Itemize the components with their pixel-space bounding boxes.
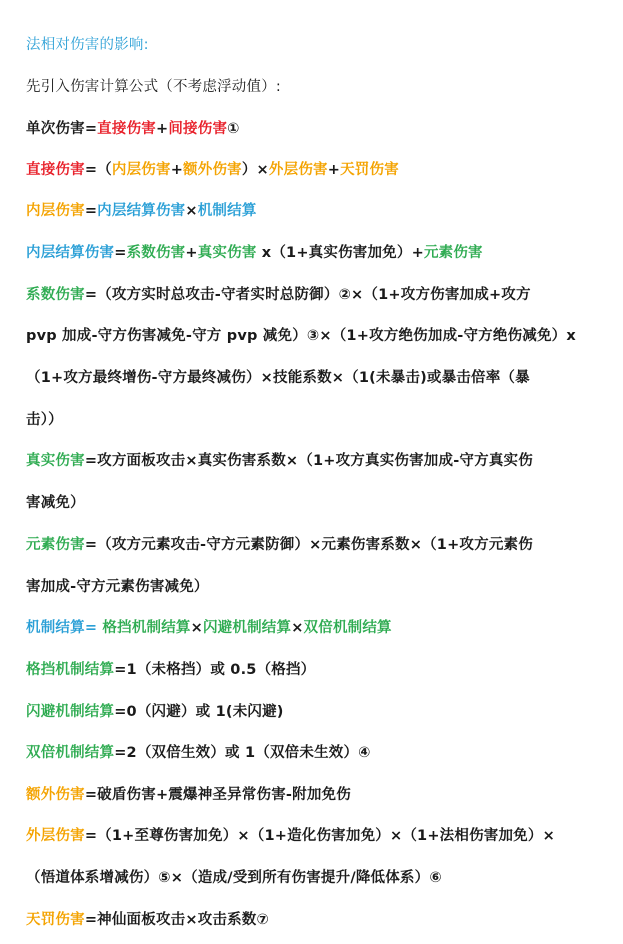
formula-line bbox=[26, 535, 615, 555]
formula-segment: =（ bbox=[84, 162, 112, 178]
formula-line bbox=[26, 285, 615, 305]
formula-segment: 外层伤害 bbox=[26, 828, 85, 844]
formula-line bbox=[26, 77, 615, 97]
formula-segment: =（攻方实时总攻击-守者实时总防御）②×（1+攻方伤害加成+攻方 bbox=[84, 287, 531, 303]
formula-segment: x（1+真实伤害加免）+ bbox=[256, 245, 424, 261]
formula-segment: 外层伤害 bbox=[268, 162, 328, 178]
formula-segment: + bbox=[170, 162, 184, 178]
formula-segment: 内层伤害 bbox=[26, 203, 85, 219]
formula-segment: 额外伤害 bbox=[26, 787, 85, 803]
formula-segment: 天罚伤害 bbox=[26, 912, 85, 928]
formula-segment: （1+攻方最终增伤-守方最终减伤）×技能系数×（1(未暴击)或暴击倍率（暴 bbox=[26, 370, 530, 386]
formula-segment: 机制结算 bbox=[26, 620, 85, 636]
formula-segment: + bbox=[155, 121, 169, 137]
formula-segment: 机制结算 bbox=[197, 203, 257, 219]
formula-segment: 双倍机制结算 bbox=[26, 745, 115, 761]
formula-segment: 单次伤害 bbox=[26, 121, 85, 137]
formula-segment: 双倍机制结算 bbox=[303, 620, 392, 636]
formula-segment: 内层伤害 bbox=[111, 162, 171, 178]
formula-line bbox=[26, 368, 615, 388]
formula-segment: 害加成-守方元素伤害减免） bbox=[26, 579, 209, 595]
formula-line bbox=[26, 577, 615, 597]
formula-line bbox=[26, 160, 615, 180]
formula-line bbox=[26, 826, 615, 846]
formula-segment: 先引入伤害计算公式（不考虑浮动值）: bbox=[26, 79, 281, 95]
formula-segment: 内层结算伤害 bbox=[26, 245, 115, 261]
formula-segment: 系数伤害 bbox=[126, 245, 186, 261]
formula-line bbox=[26, 201, 615, 221]
formula-line bbox=[26, 868, 615, 888]
formula-segment: （悟道体系增减伤）⑤×（造成/受到所有伤害提升/降低体系）⑥ bbox=[26, 870, 442, 886]
formula-segment: ）× bbox=[241, 162, 269, 178]
formula-segment: ① bbox=[227, 121, 240, 137]
formula-segment: =神仙面板攻击×攻击系数⑦ bbox=[84, 912, 269, 928]
formula-segment: =（1+至尊伤害加免）×（1+造化伤害加免）×（1+法相伤害加免）× bbox=[84, 828, 555, 844]
formula-line bbox=[26, 451, 615, 471]
formula-line bbox=[26, 660, 615, 680]
formula-segment: × bbox=[291, 620, 304, 636]
formula-segment: + bbox=[327, 162, 341, 178]
formula-line bbox=[26, 35, 615, 55]
formula-segment: 真实伤害 bbox=[26, 453, 85, 469]
formula-segment: 系数伤害 bbox=[26, 287, 85, 303]
formula-segment: 法相对伤害的影响: bbox=[26, 37, 149, 53]
formula-segment: 闪避机制结算 bbox=[202, 620, 292, 636]
formula-segment: = bbox=[84, 203, 98, 219]
formula-segment: 直接伤害 bbox=[97, 121, 156, 137]
formula-line bbox=[26, 702, 615, 722]
formula-segment: =（攻方元素攻击-守方元素防御）×元素伤害系数×（1+攻方元素伤 bbox=[84, 537, 533, 553]
formula-segment: 间接伤害 bbox=[168, 121, 228, 137]
formula-segment: 天罚伤害 bbox=[340, 162, 399, 178]
formula-line bbox=[26, 785, 615, 805]
formula-segment: =1（未格挡）或 0.5（格挡） bbox=[114, 662, 316, 678]
formula-segment: × bbox=[190, 620, 203, 636]
formula-segment: 额外伤害 bbox=[183, 162, 242, 178]
formula-segment: pvp 加成-守方伤害减免-守方 pvp 减免）③×（1+攻方绝伤加成-守方绝伤减免）x bbox=[26, 328, 576, 344]
formula-line bbox=[26, 243, 615, 263]
formula-segment: 格挡机制结算 bbox=[102, 620, 191, 636]
formula-segment: 格挡机制结算 bbox=[26, 662, 115, 678]
formula-segment: + bbox=[185, 245, 198, 261]
formula-line bbox=[26, 326, 615, 346]
formula-segment: =0（闪避）或 1(未闪避) bbox=[114, 704, 284, 720]
formula-line bbox=[26, 743, 615, 763]
formula-segment: 元素伤害 bbox=[26, 537, 85, 553]
formula-segment: × bbox=[185, 203, 198, 219]
formula-line bbox=[26, 119, 615, 139]
formula-segment: = bbox=[114, 245, 127, 261]
formula-segment: =破盾伤害+震爆神圣异常伤害-附加免伤 bbox=[84, 787, 351, 803]
formula-segment: 击）） bbox=[26, 412, 63, 428]
formula-line bbox=[26, 410, 615, 430]
formula-segment: 元素伤害 bbox=[423, 245, 483, 261]
formula-segment: 直接伤害 bbox=[26, 162, 85, 178]
formula-segment: 害减免） bbox=[26, 495, 85, 511]
formula-segment: =2（双倍生效）或 1（双倍未生效）④ bbox=[114, 745, 371, 761]
formula-segment: 内层结算伤害 bbox=[97, 203, 186, 219]
formula-segment: = bbox=[84, 620, 103, 636]
formula-line bbox=[26, 493, 615, 513]
formula-line bbox=[26, 618, 615, 638]
formula-segment: 真实伤害 bbox=[197, 245, 257, 261]
formula-segment: = bbox=[84, 121, 98, 137]
formula-line bbox=[26, 910, 615, 930]
formula-segment: =攻方面板攻击×真实伤害系数×（1+攻方真实伤害加成-守方真实伤 bbox=[84, 453, 533, 469]
formula-segment: 闪避机制结算 bbox=[26, 704, 115, 720]
